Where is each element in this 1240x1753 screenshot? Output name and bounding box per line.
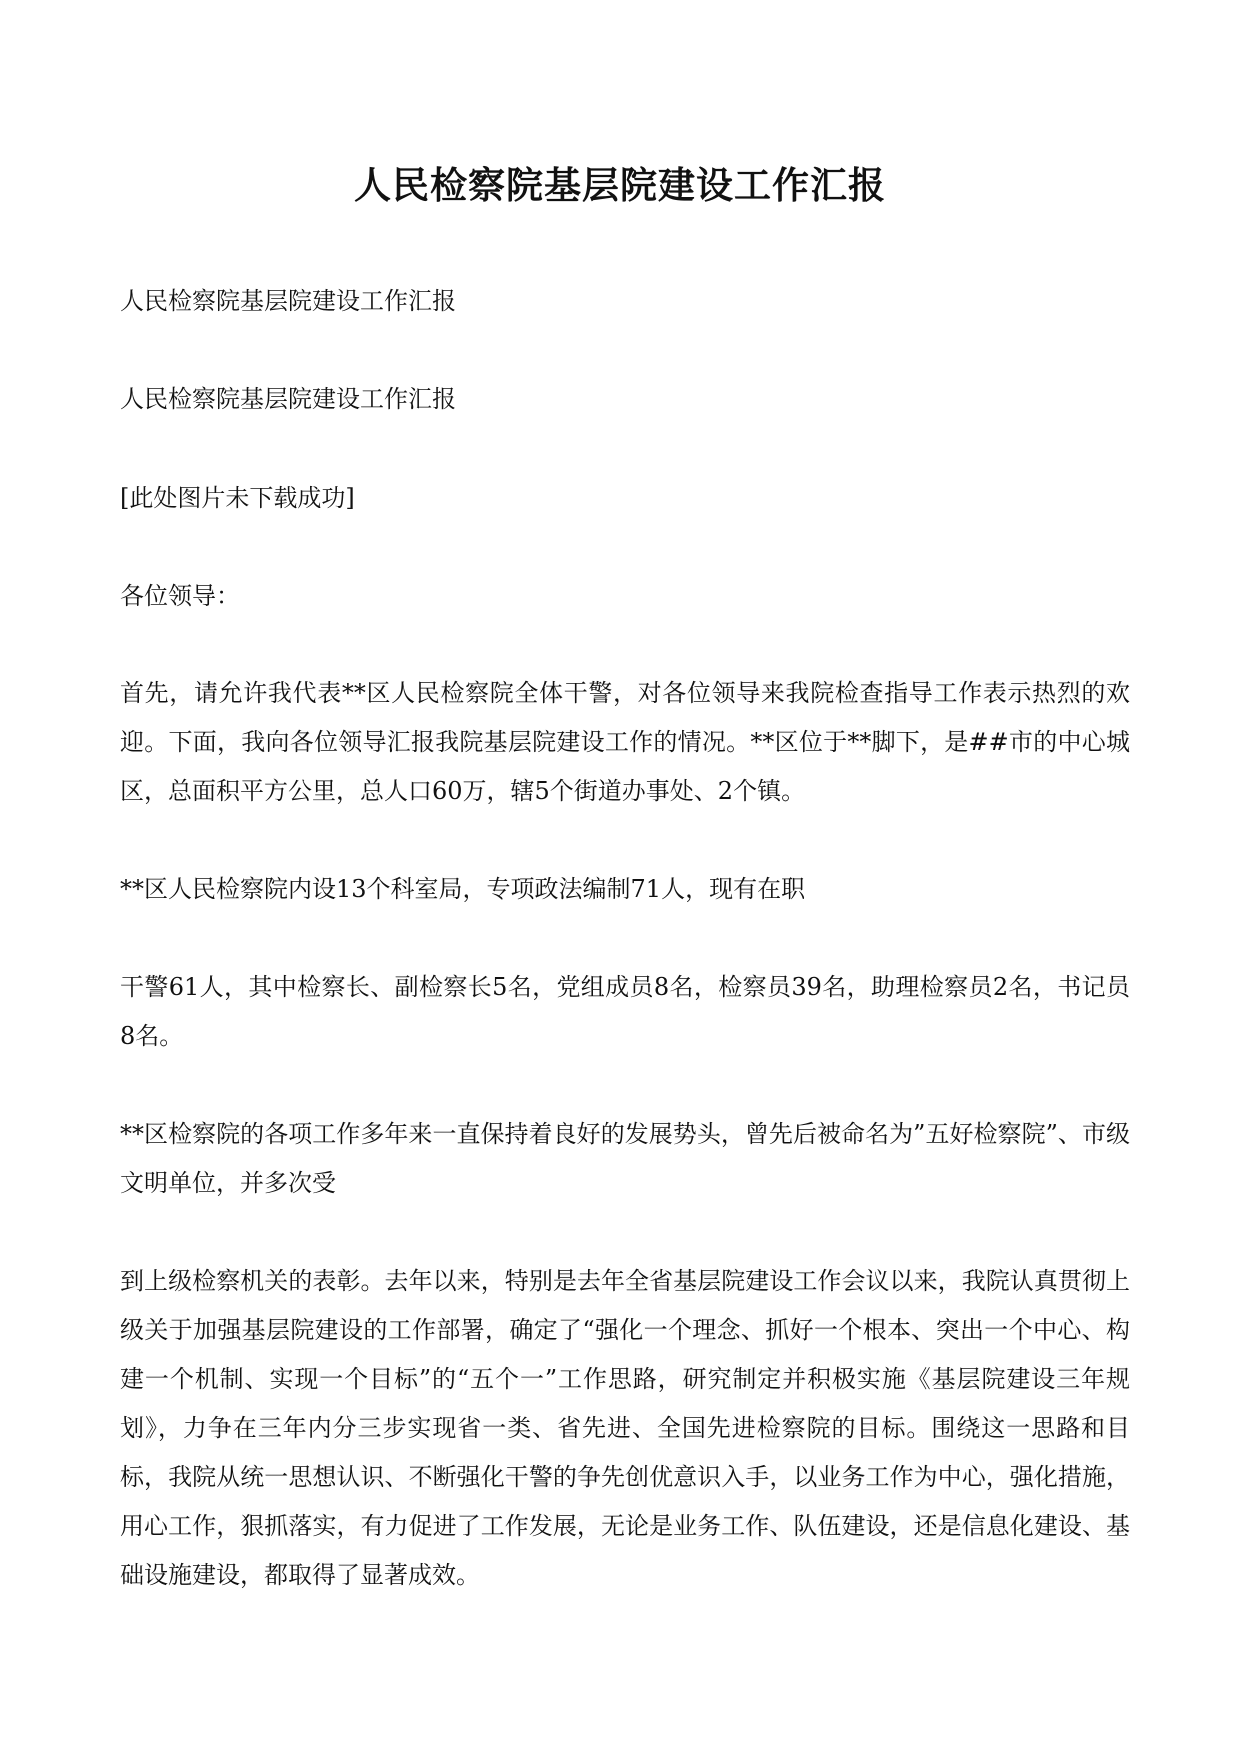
image-placeholder-text: [此处图片未下载成功] [120,484,355,512]
paragraph-honors: **区检察院的各项工作多年来一直保持着良好的发展势头，曾先后被命名为”五好检察院”、市级文明单位，并多次受 [120,1120,1130,1197]
paragraph-salutation: 各位领导： [120,582,240,610]
paragraph-staff-breakdown: 干警61人，其中检察长、副检察长5名，党组成员8名，检察员39名，助理检察员2名，书记员8名。 [120,973,1130,1050]
paragraph-staffing: **区人民检察院内设13个科室局，专项政法编制71人，现有在职 [120,875,806,903]
paragraph-work-summary: 到上级检察机关的表彰。去年以来，特别是去年全省基层院建设工作会议以来，我院认真贯彻上级关于加强基层院建设的工作部署，确定了“强化一个理念、抓好一个根本、突出一个中心、构建一个机制、实现一个目标”的“五个一”工作思路，研究制定并积极实施《基层院建设三年规划》，力争在三年内分三步实现省一类、省先进、全国先进检察院的目标。围绕这一思路和目标，我院从统一思想认识、不断强化干警的争先创优意识入手，以业务工作为中心，强化措施，用心工作，狠抓落实，有力促进了工作发展，无论是业务工作、队伍建设，还是信息化建设、基础设施建设，都取得了显著成效。 [120,1267,1130,1589]
paragraph-intro: 首先，请允许我代表**区人民检察院全体干警，对各位领导来我院检查指导工作表示热烈的欢迎。下面，我向各位领导汇报我院基层院建设工作的情况。**区位于**脚下，是##市的中心城区，总面积平方公里，总人口60万，辖5个街道办事处、2个镇。 [120,679,1130,805]
document-title: 人民检察院基层院建设工作汇报 [354,163,886,207]
paragraph-subtitle-1: 人民检察院基层院建设工作汇报 [120,287,456,315]
paragraph-subtitle-2: 人民检察院基层院建设工作汇报 [120,385,456,413]
